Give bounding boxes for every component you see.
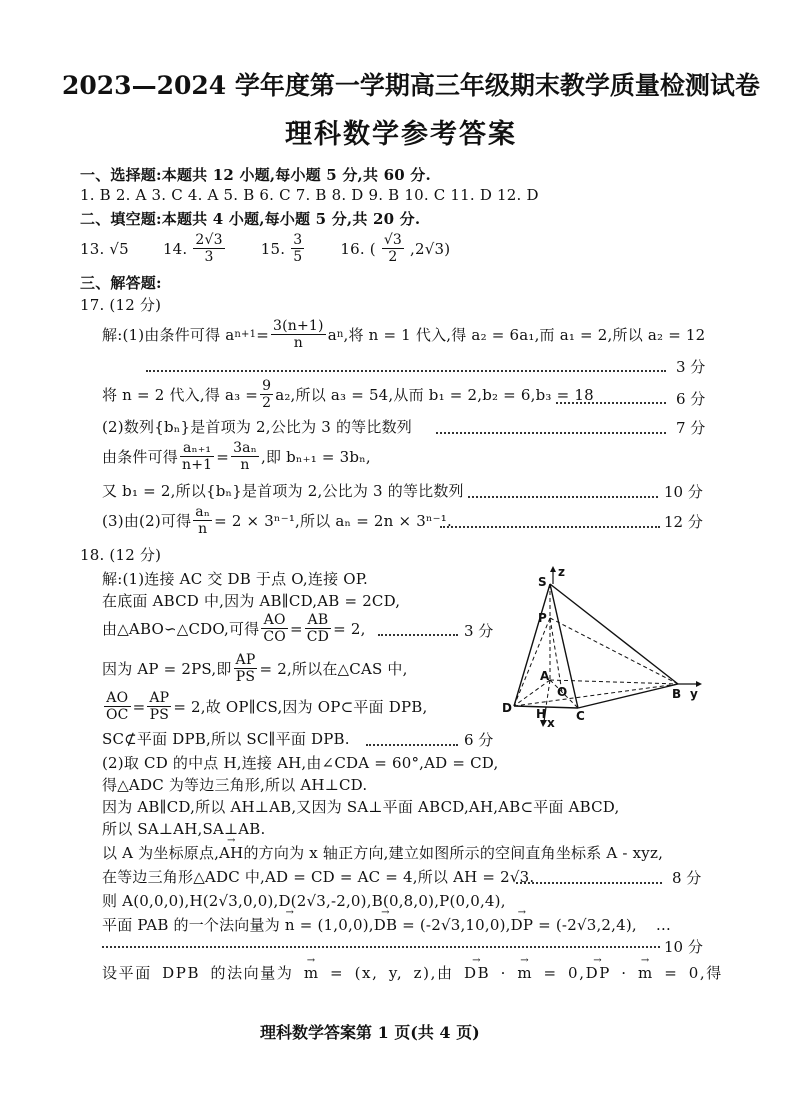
q18-line12: 在等边三角形△ADC 中,AD = CD = AC = 4,所以 AH = 2√3. [102,868,535,886]
doc-title: 2023—2024 学年度第一学期高三年级期末教学质量检测试卷 [62,71,760,100]
page-footer: 理科数学答案第 1 页(共 4 页) [260,1023,480,1042]
q17-score5: 12 分 [664,513,703,531]
label-D: D [502,701,512,715]
leader-dots [436,432,666,434]
q18-line13: 则 A(0,0,0),H(2√3,0,0),D(2√3,-2,0),B(0,8,0),P(0,0,4), [102,892,506,910]
q18-score4: 10 分 [664,938,703,956]
label-H: H [536,707,547,721]
q18-line14: 平面 PAB 的一个法向量为 → n = (1,0,0), → DB = (-2√3,10,0), → DP = (-2√3,2,4), … [102,907,672,934]
leader-dots [468,496,658,498]
answer-16-label: 16. ( [340,239,376,258]
q18-score2: 6 分 [464,731,494,749]
label-O: O [557,685,568,699]
label-P: P [538,611,547,625]
label-S: S [538,575,547,589]
q18-line11: 以 A 为坐标原点, → AH的方向为 x 轴正方向,建立如图所示的空间直角坐标系 A - xyz, [102,835,664,862]
leader-dots [378,634,458,636]
label-A: A [540,669,550,683]
q18-line10: 所以 SA⊥AH,SA⊥AB. [102,820,266,838]
q17-score2: 6 分 [676,390,706,408]
q18-score1: 3 分 [464,622,494,640]
q18-score3: 8 分 [672,869,702,887]
label-x: x [547,716,555,730]
q18-line3: 由△ABO∽△CDO,可得 $\frac{AO}{CO}$ = $\frac{AB}{CD}$ = 2, [102,612,366,645]
q18-line9: 因为 AB∥CD,所以 AH⊥AB,又因为 SA⊥平面 ABCD,AH,AB⊂平面 ABCD, [102,798,620,816]
q17-score4: 10 分 [664,483,703,501]
edge-CB [578,684,678,708]
q17-line7: (3)由(2)可得 $\frac{\text{aₙ}}{n}$ = 2 × 3ⁿ⁻¹,所以 aₙ = 2n × 3ⁿ⁻¹. [102,504,452,537]
leader-dots [102,946,660,948]
leader-dots [366,744,458,746]
q17-score1: 3 分 [676,358,706,376]
z-axis-arrow [550,566,556,572]
answer-13: 13. √5 [80,239,129,258]
leader-dots [440,526,660,528]
q18-line6: SC⊄平面 DPB,所以 SC∥平面 DPB. [102,730,350,748]
q18-line15: 设平面 DPB 的法向量为 → m = (x, y, z),由 → DB · → m = 0, → DP · → m = 0,得 [102,955,723,982]
edge-SD [514,584,550,706]
q17-line5: 由条件可得 $\frac{\text{aₙ₊₁}}{n+1}$ = $\frac{\text{3aₙ}}{n}$ ,即 bₙ₊₁ = 3bₙ, [102,440,371,473]
answer-15-fraction: $\frac{3}{5}$ [293,232,303,265]
x-axis-arrow [540,720,547,727]
q17-line4: (2)数列{bₙ}是首项为 2,公比为 3 的等比数列 [102,418,412,436]
q18-head: 18. (12 分) [80,546,162,564]
q18-line2: 在底面 ABCD 中,因为 AB∥CD,AB = 2CD, [102,592,401,610]
q17-head: 17. (12 分) [80,296,162,314]
label-B: B [672,687,682,701]
q18-line5: $\frac{AO}{OC}$ = $\frac{AP}{PS}$ = 2,故 OP∥CS,因为 OP⊂平面 DPB, [106,690,428,723]
section2-header: 二、填空题:本题共 4 小题,每小题 5 分,共 20 分. [80,210,421,228]
leader-dots [146,370,666,372]
answer-14-label: 14. [162,239,188,258]
q17-line6: 又 b₁ = 2,所以{bₙ}是首项为 2,公比为 3 的等比数列 [102,482,464,500]
section3-header: 三、解答题: [80,274,162,292]
answer-16-fraction: $\frac{√3}{2}$ [383,232,403,265]
label-z: z [558,565,565,579]
answer-14-fraction: $\frac{2√3}{3}$ [195,232,223,265]
q17-line1: 解:(1)由条件可得 a n+1 = $\frac{3(n+1)}{n}$ a n ,将 n = 1 代入,得 a₂ = 6a₁,而 a₁ = 2,所以 a₂ = 12 [102,318,706,351]
label-C: C [576,709,585,723]
doc-subtitle: 理科数学参考答案 [285,119,517,150]
leader-dots [516,882,662,884]
q18-line7: (2)取 CD 的中点 H,连接 AH,由∠CDA = 60°,AD = CD, [102,754,499,772]
answer-15-label: 15. [260,239,286,258]
pyramid-figure [500,562,710,730]
section1-header: 一、选择题:本题共 12 小题,每小题 5 分,共 60 分. [80,166,431,184]
section2-answers [80,232,450,265]
q18-line4: 因为 AP = 2PS,即 $\frac{AP}{PS}$ = 2,所以在△CAS 中, [102,652,408,685]
leader-dots [556,402,666,404]
section1-answers: 1. B 2. A 3. C 4. A 5. B 6. C 7. B 8. D 9. B 10. C 11. D 12. D [80,186,539,204]
q17-line3: 将 n = 2 代入,得 a₃ = $\frac{9}{2}$ a₂,所以 a₃ = 54,从而 b₁ = 2,b₂ = 6,b₃ = 18 [102,378,594,411]
q18-line8: 得△ADC 为等边三角形,所以 AH⊥CD. [102,776,368,794]
q18-line1: 解:(1)连接 AC 交 DB 于点 O,连接 OP. [102,570,368,588]
answer-16-rest: ,2√3) [410,239,451,258]
label-y: y [690,687,698,701]
q17-score3: 7 分 [676,419,706,437]
